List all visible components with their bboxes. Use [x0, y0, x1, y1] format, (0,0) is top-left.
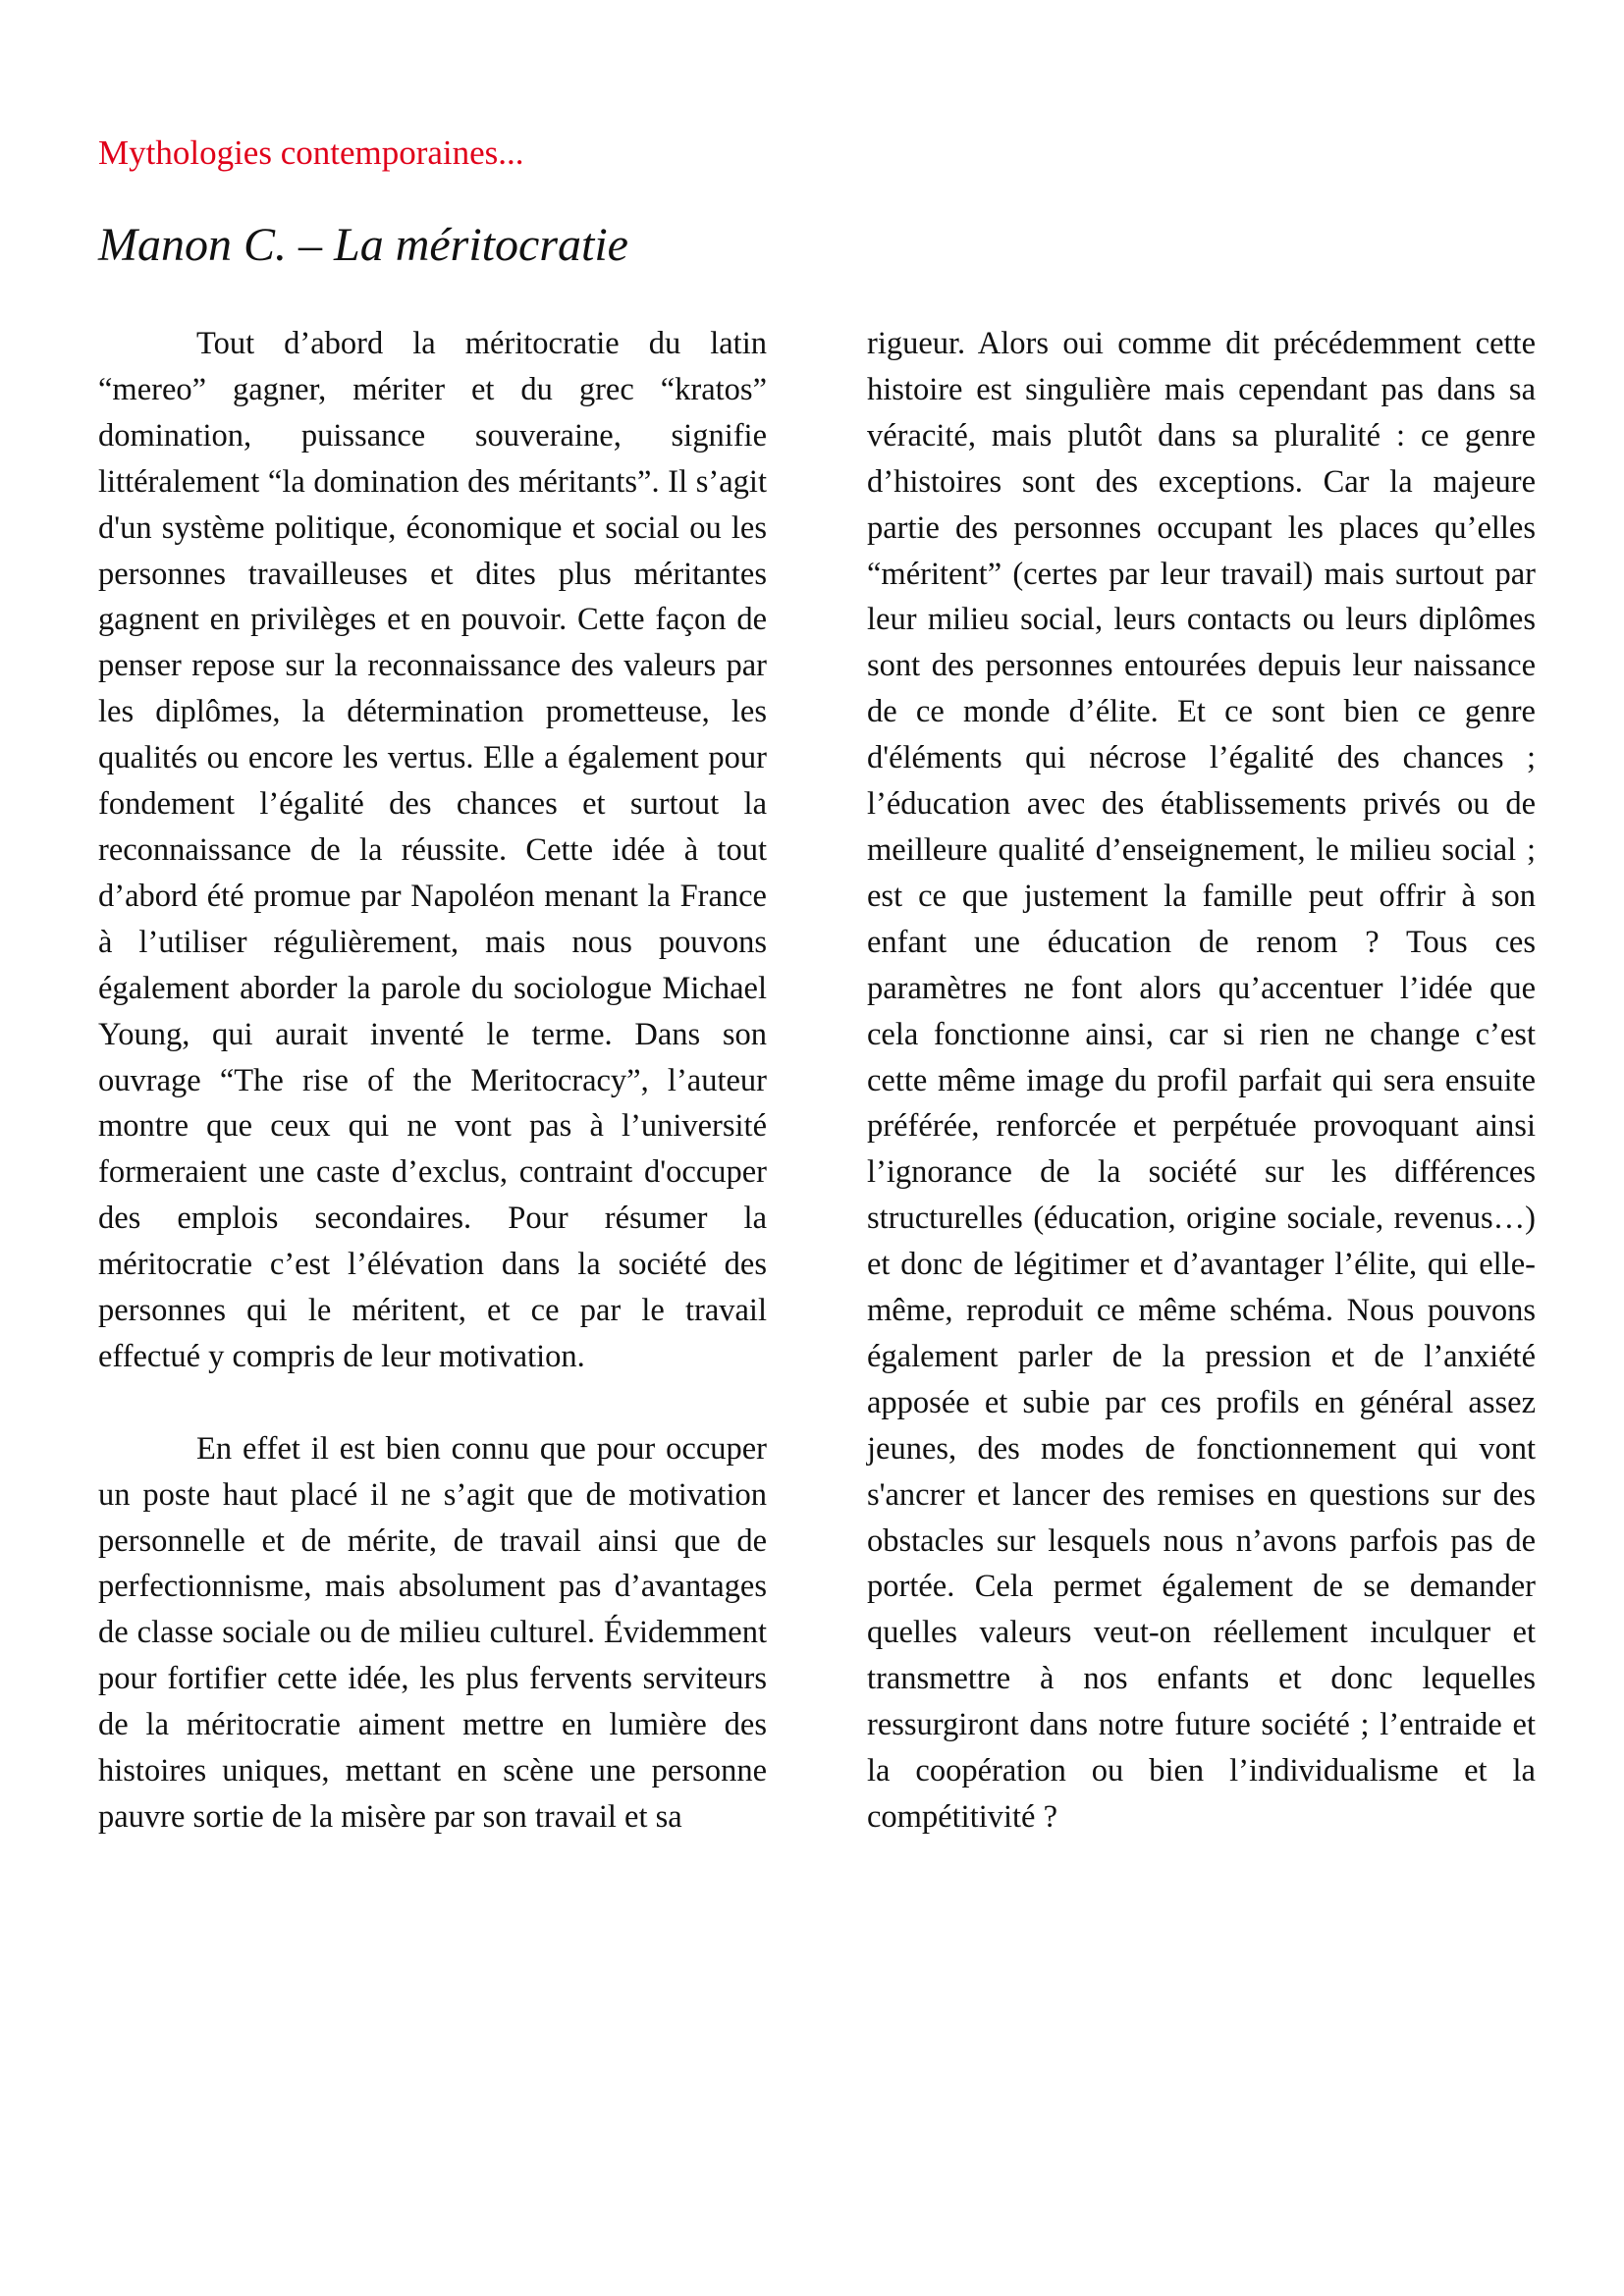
article-paragraph: rigueur. Alors oui comme dit précédemment cette histoire est singulière mais cependant pas dans sa véracité, mais plutôt dans sa pluralité : ce genre d’histoires sont des exceptions. Car la majeure partie des personnes occupant les places qu’elles “méritent” (certes par leur travail) mais surtout par leur milieu social, leurs contacts ou leurs diplômes sont des personnes entourées depuis leur naissance de ce monde d’élite. Et ce sont bien ce genre d'éléments qui nécrose l’égalité des chances ; l’éducation avec des établissements privés ou de meilleure qualité d’enseignement, le milieu social ; est ce que justement la famille peut offrir à son enfant une éducation de renom ? Tous ces paramètres ne font alors qu’accentuer l’idée que cela fonctionne ainsi, car si rien ne change c’est cette même image du profil parfait qui sera ensuite préférée, renforcée et perpétuée provoquant ainsi l’ignorance de la société sur les différences structurelles (éducation, origine sociale, revenus…) et donc de légitimer et d’avantager l’élite, qui elle-même, reproduit ce même schéma. Nous pouvons également parler de la pression et de l’anxiété apposée et subie par ces profils en général assez jeunes, des modes de fonctionnement qui vont s'ancrer et lancer des remises en questions sur des obstacles sur lesquels nous n’avons parfois pas de portée. Cela permet également de se demander quelles valeurs veut-on réellement inculquer et transmettre à nos enfants et donc lequelles ressurgiront dans notre future société ; l’entraide et la coopération ou bien l’individualisme et la compétitivité ?: [867, 326, 1536, 1835]
section-kicker: Mythologies contemporaines...: [98, 133, 524, 172]
article-column-left: [98, 321, 767, 1841]
article-paragraph: Tout d’abord la méritocratie du latin “mereo” gagner, mériter et du grec “kratos” domination, puissance souveraine, signifie littéralement “la domination des méritants”. Il s’agit d'un système politique, économique et social ou les personnes travailleuses et dites plus méritantes gagnent en privilèges et en pouvoir. Cette façon de penser repose sur la reconnaissance des valeurs par les diplômes, la détermination prometteuse, les qualités ou encore les vertus. Elle a également pour fondement l’égalité des chances et surtout la reconnaissance de la réussite. Cette idée à tout d’abord été promue par Napoléon menant la France à l’utiliser régulièrement, mais nous pouvons également aborder la parole du sociologue Michael Young, qui aurait inventé le terme. Dans son ouvrage “The rise of the Meritocracy”, l’auteur montre que ceux qui ne vont pas à l’université formeraient une caste d’exclus, contraint d'occuper des emplois secondaires. Pour résumer la méritocratie c’est l’élévation dans la société des personnes qui le méritent, et ce par le travail effectué y compris de leur motivation.: [98, 326, 767, 1374]
article-title: Manon C. – La méritocratie: [98, 219, 628, 271]
article-paragraph: En effet il est bien connu que pour occuper un poste haut placé il ne s’agit que de motivation personnelle et de mérite, de travail ainsi que de perfectionnisme, mais absolument pas d’avantages de classe sociale ou de milieu culturel. Évidemment pour fortifier cette idée, les plus fervents serviteurs de la méritocratie aiment mettre en lumière des histoires uniques, mettant en scène une personne pauvre sortie de la misère par son travail et sa: [98, 1430, 767, 1835]
article-column-right: [867, 321, 1536, 1841]
